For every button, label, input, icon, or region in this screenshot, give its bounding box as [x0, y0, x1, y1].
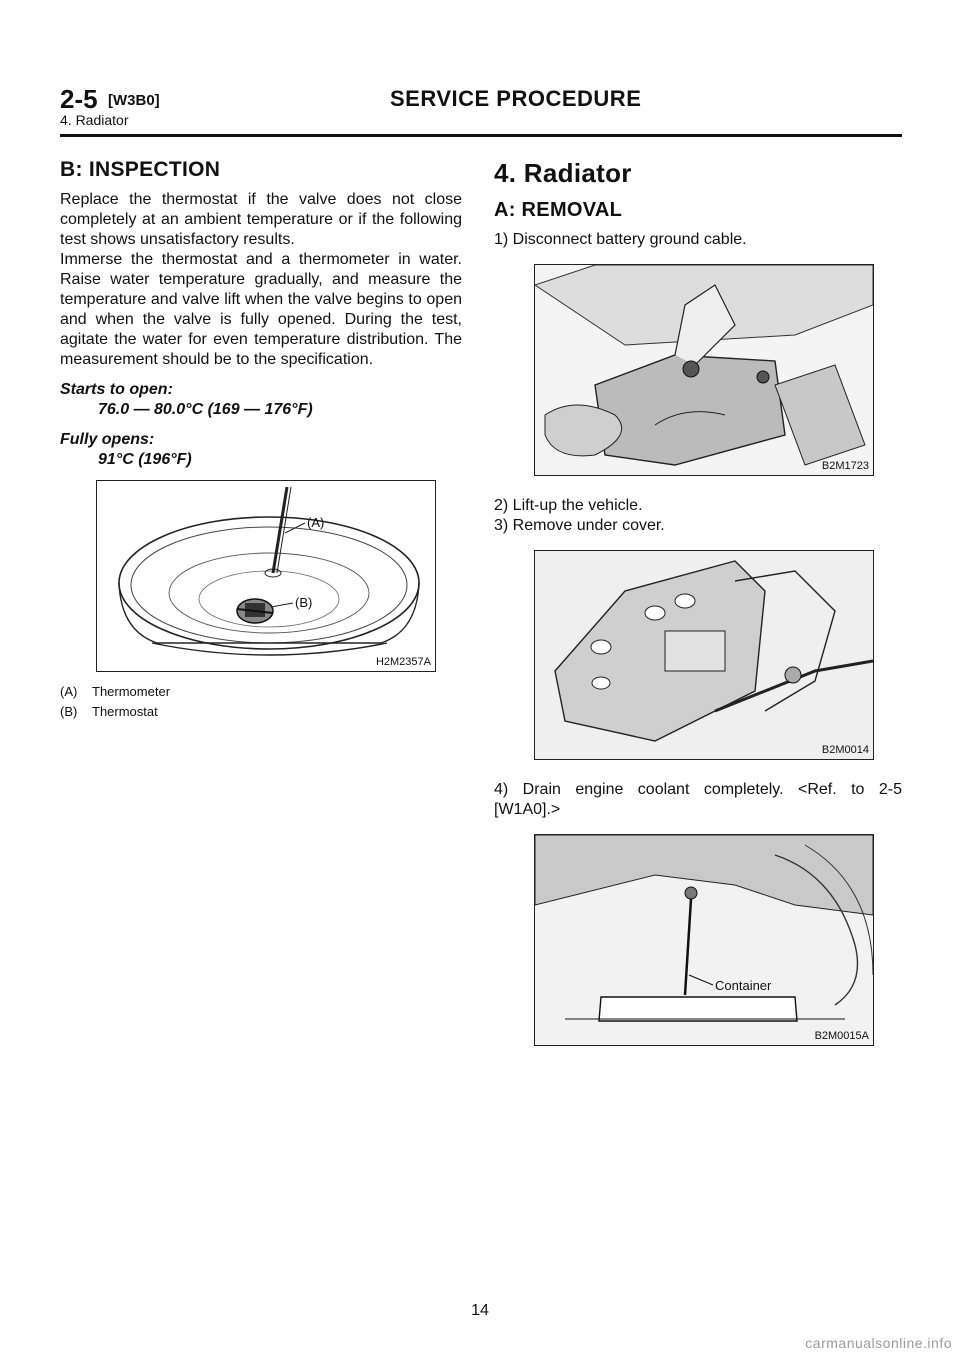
caption-b-text: Thermostat: [92, 704, 158, 719]
step-2: 2) Lift-up the vehicle.: [494, 497, 643, 514]
caption-a-text: Thermometer: [92, 684, 171, 699]
battery-figure: [534, 264, 874, 476]
subsection-title: 4. Radiator: [60, 112, 129, 128]
inspection-para-1: Replace the thermostat if the valve does not close completely at an ambient temperature or if the following test shows unsatisfactory results.: [60, 191, 462, 248]
caption-a: [60, 682, 462, 702]
caption-b-key: (B): [60, 704, 78, 719]
figure-3-code: B2M0015A: [814, 1030, 869, 1042]
step-4: 4) Drain engine coolant completely. <Ref. to 2-5 [W1A0].>: [494, 781, 902, 818]
right-column: [494, 158, 902, 1046]
under-cover-illustration: [535, 551, 873, 759]
under-cover-figure: [534, 550, 874, 760]
figure-label-b: (B): [295, 595, 313, 610]
inspection-heading: B: INSPECTION: [60, 158, 221, 181]
thermostat-pan-illustration: [97, 481, 435, 671]
header-rule: [60, 134, 902, 137]
figure-label-a: (A): [307, 515, 325, 530]
container-label: Container: [715, 978, 772, 993]
spec-full-value: 91°C (196°F): [98, 451, 192, 468]
spec-open-value: 76.0 — 80.0°C (169 — 176°F): [98, 401, 313, 418]
page-number: 14: [471, 1302, 489, 1319]
section-number: 2-5: [60, 84, 98, 114]
radiator-heading: 4. Radiator: [494, 158, 632, 188]
removal-heading: A: REMOVAL: [494, 199, 623, 221]
spec-open-label: Starts to open:: [60, 381, 173, 398]
thermostat-test-figure: [96, 480, 436, 672]
figure-code: H2M2357A: [375, 656, 431, 668]
step-1: 1) Disconnect battery ground cable.: [494, 231, 747, 248]
section-code: [W3B0]: [108, 92, 160, 109]
left-column: [60, 158, 462, 722]
drain-coolant-figure: [534, 834, 874, 1046]
figure-1-code: B2M1723: [821, 460, 869, 472]
step-3: 3) Remove under cover.: [494, 517, 665, 534]
figure-captions: [60, 682, 462, 722]
section-title: SERVICE PROCEDURE: [390, 86, 642, 111]
caption-a-key: (A): [60, 684, 78, 699]
figure-2-code: B2M0014: [821, 744, 869, 756]
drain-coolant-illustration: [535, 835, 873, 1045]
battery-illustration: [535, 265, 873, 475]
site-watermark: carmanualsonline.info: [805, 1335, 952, 1351]
spec-full-label: Fully opens:: [60, 431, 155, 448]
inspection-para-2: Immerse the thermostat and a thermometer in water. Raise water temperature gradually, and measure the temperature and valve lift when the valve begins to open and when the valve is fully opened. During the test, agitate the water for even temperature distribution. The measurement should be to the specification.: [60, 251, 462, 368]
caption-b: [60, 702, 462, 722]
